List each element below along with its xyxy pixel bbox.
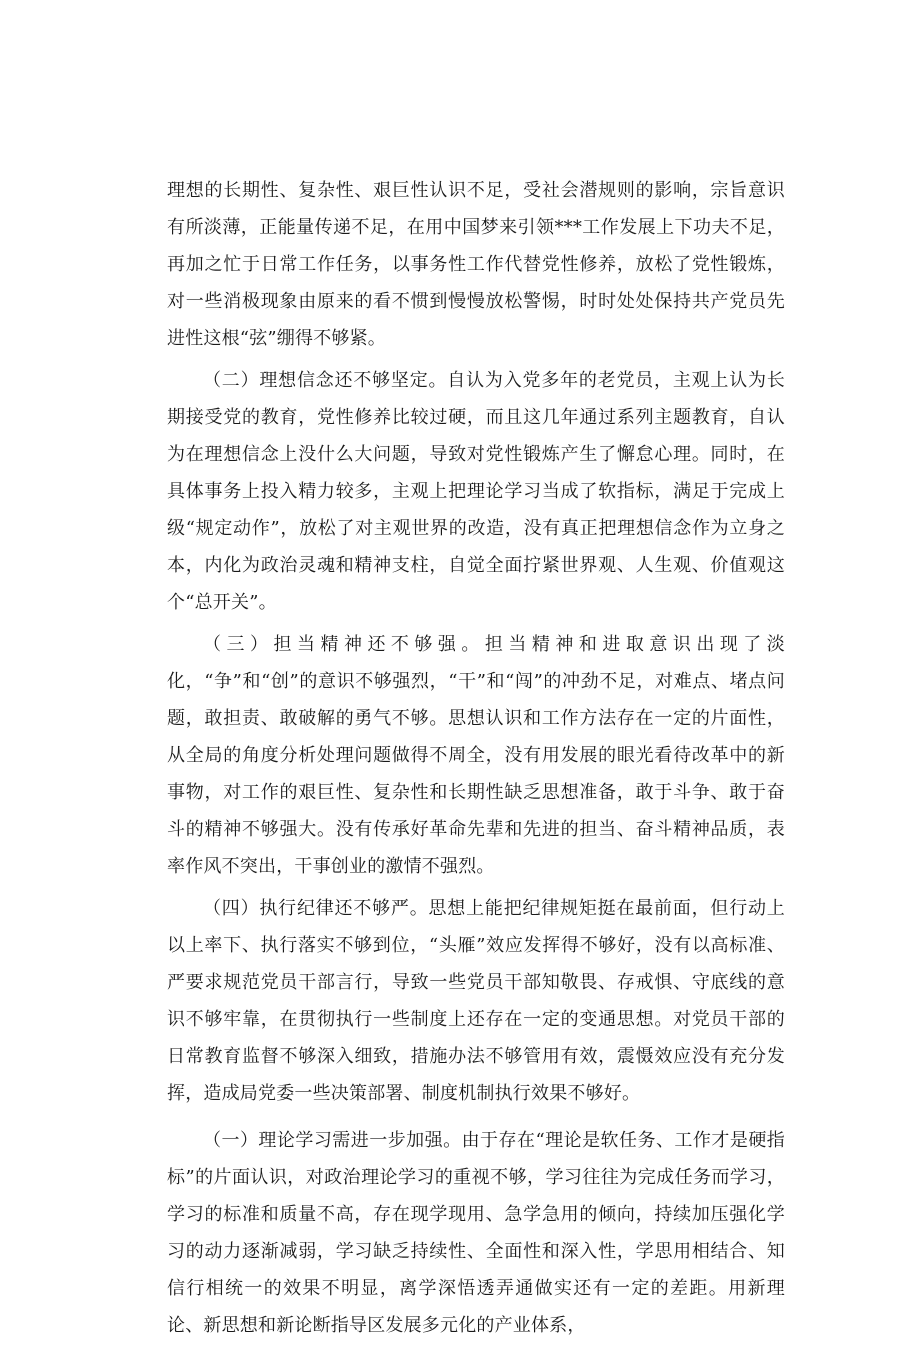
paragraph-theory-study: （一）理论学习需进一步加强。由于存在“理论是软任务、工作才是硬指标”的片面认识，对政治理论学习的重视不够，学习往往为完成任务而学习，学习的标准和质量不高，存在现学现用、急学急用的倾向，持续加压强化学习的动力逐渐减弱，学习缺乏持续性、全面性和深入性，学思用相结合、知信行相统一的效果不明显，离学深悟透弄通做实还有一定的差距。用新理论、新思想和新论断指导区发展多元化的产业体系， [167,1130,785,1336]
paragraph-continuation: 理想的长期性、复杂性、艰巨性认识不足，受社会潜规则的影响，宗旨意识有所淡薄，正能量传递不足，在用中国梦来引领***工作发展上下功夫不足，再加之忙于日常工作任务，以事务性工作代替党性修养，放松了党性锻炼，对一些消极现象由原来的看不惯到慢慢放松警惕，时时处处保持共产党员先进性这根“弦”绷得不够紧。 [167,180,785,349]
document-body [167,172,785,1349]
paragraph-ideals-belief: （二）理想信念还不够坚定。自认为入党多年的老党员，主观上认为长期接受党的教育，党性修养比较过硬，而且这几年通过系列主题教育，自认为在理想信念上没什么大问题，导致对党性锻炼产生了懈怠心理。同时，在具体事务上投入精力较多，主观上把理论学习当成了软指标，满足于完成上级“规定动作”，放松了对主观世界的改造，没有真正把理想信念作为立身之本，内化为政治灵魂和精神支柱，自觉全面拧紧世界观、人生观、价值观这个“总开关”。 [167,370,785,613]
paragraph-discipline: （四）执行纪律还不够严。思想上能把纪律规矩挺在最前面，但行动上以上率下、执行落实不够到位，“头雁”效应发挥得不够好，没有以高标准、严要求规范党员干部言行，导致一些党员干部知敬畏、存戒惧、守底线的意识不够牢靠，在贯彻执行一些制度上还存在一定的变通思想。对党员干部的日常教育监督不够深入细致，措施办法不够管用有效，震慑效应没有充分发挥，造成局党委一些决策部署、制度机制执行效果不够好。 [167,898,785,1104]
paragraph-responsibility: （三）担当精神还不够强。担当精神和进取意识出现了淡化，“争”和“创”的意识不够强烈，“干”和“闯”的冲劲不足，对难点、堵点问题，敢担责、敢破解的勇气不够。思想认识和工作方法存在一定的片面性，从全局的角度分析处理问题做得不周全，没有用发展的眼光看待改革中的新事物，对工作的艰巨性、复杂性和长期性缺乏思想准备，敢于斗争、敢于奋斗的精神不够强大。没有传承好革命先辈和先进的担当、奋斗精神品质，表率作风不突出，干事创业的激情不强烈。 [167,634,785,877]
